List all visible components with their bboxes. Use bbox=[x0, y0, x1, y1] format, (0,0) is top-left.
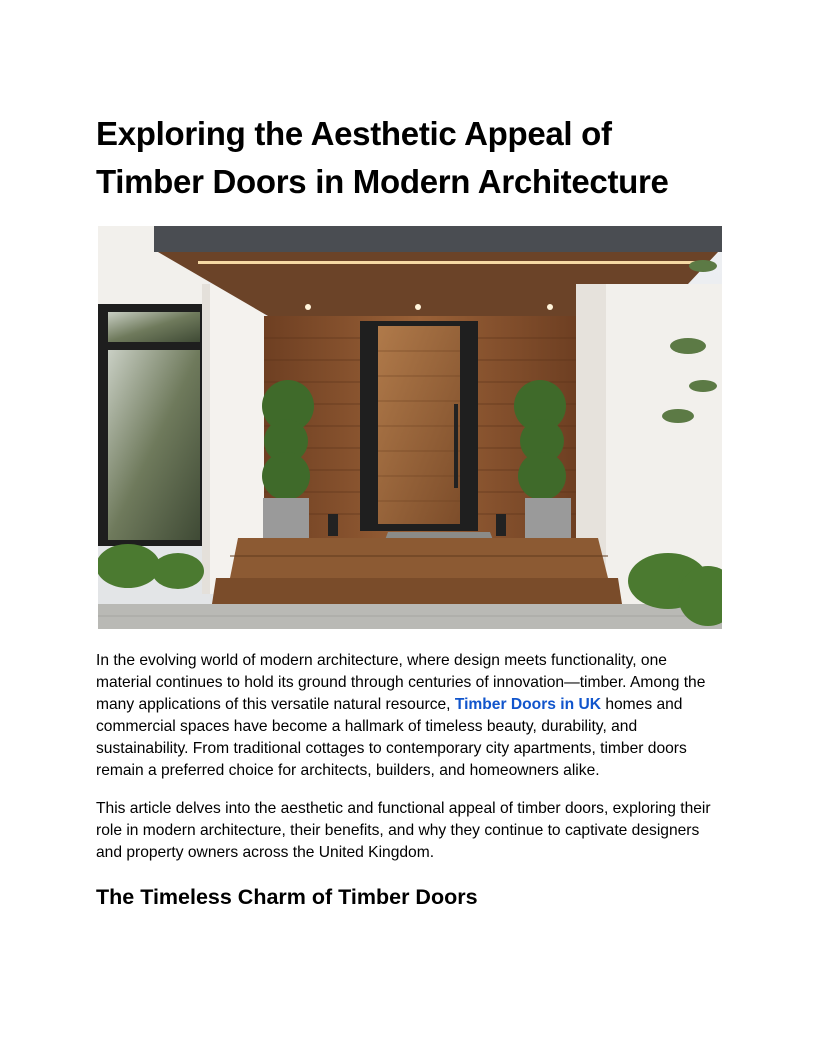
timber-doors-uk-link[interactable]: Timber Doors in UK bbox=[454, 696, 601, 713]
article-title: Exploring the Aesthetic Appeal of Timber Doors in Modern Architecture bbox=[96, 115, 669, 200]
intro-paragraph bbox=[96, 650, 722, 782]
timber-door-hero-image bbox=[98, 226, 722, 629]
section-heading: The Timeless Charm of Timber Doors bbox=[96, 885, 478, 909]
intro-text-start: In the evolving world of modern architecture, where design meets functionality, one material continues to hold its ground through centuries of innovation—timber. Among the many applications of this versatile natural resource, bbox=[96, 652, 706, 713]
intro-text-end: homes and commercial spaces have become a hallmark of timeless beauty, durability, and sustainability. From traditional cottages to contemporary city apartments, timber doors remain a preferred choice for architects, builders, and homeowners alike. bbox=[96, 696, 687, 779]
overview-paragraph: This article delves into the aesthetic and functional appeal of timber doors, exploring their role in modern architecture, their benefits, and why they continue to captivate designers and property owners across the United Kingdom. bbox=[96, 800, 711, 861]
